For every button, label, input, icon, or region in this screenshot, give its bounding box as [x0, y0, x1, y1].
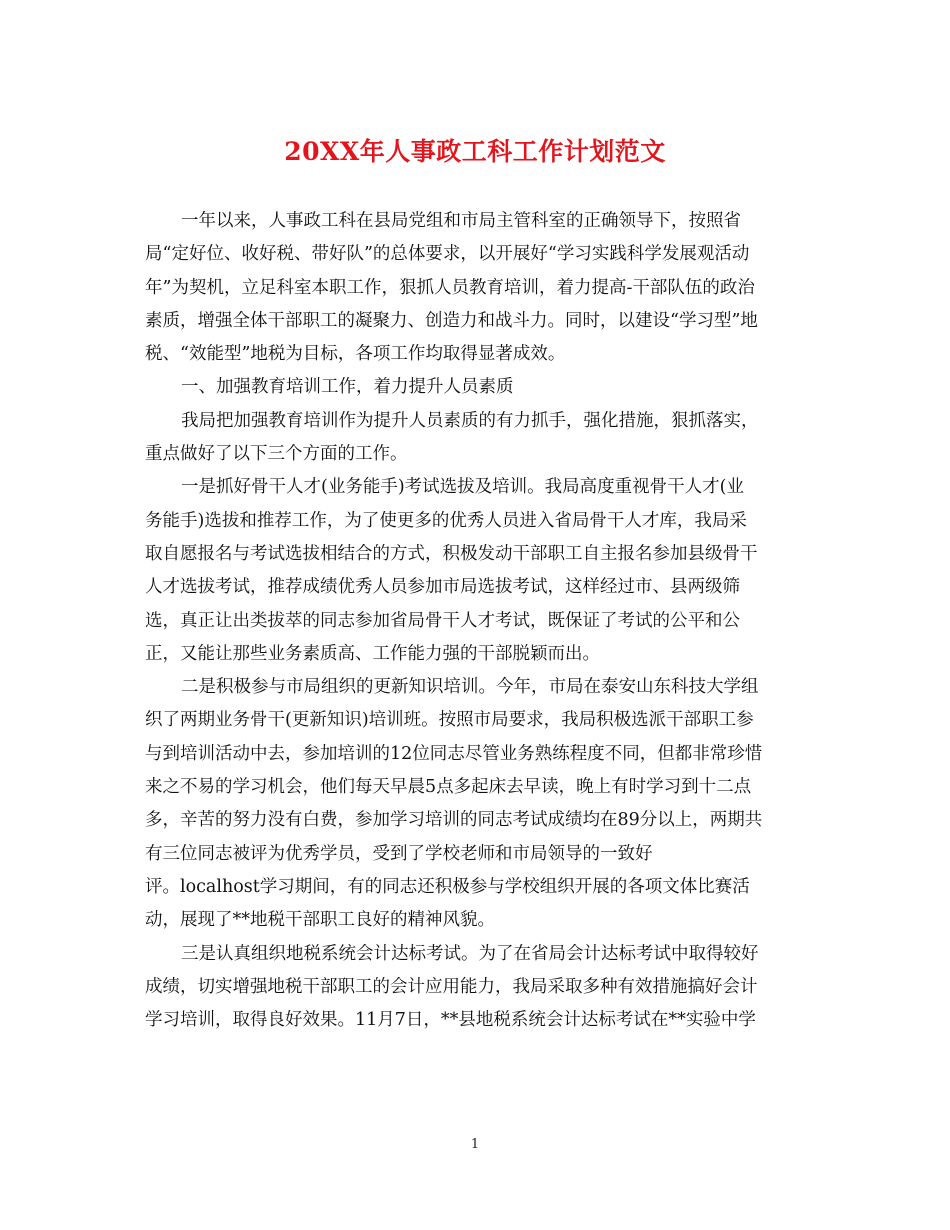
text-line: 素质，增强全体干部职工的凝聚力、创造力和战斗力。同时，以建设“学习型”地 — [145, 310, 758, 331]
text-line: 成绩，切实增强地税干部职工的会计应用能力，我局采取多种有效措施搞好会计 — [145, 976, 758, 997]
text-line: 二是积极参与市局组织的更新知识培训。今年，市局在泰安山东科技大学组 — [181, 677, 759, 698]
text-line: 正，又能让那些业务素质高、工作能力强的干部脱颖而出。 — [145, 643, 600, 664]
text-line: 重点做好了以下三个方面的工作。 — [145, 444, 408, 465]
text-line: 评。localhost学习期间，有的同志还积极参与学校组织开展的各项文体比赛活 — [145, 876, 750, 897]
page-number: 1 — [470, 1137, 480, 1152]
text-line: 选，真正让出类拔萃的同志参加省局骨干人才考试，既保证了考试的公平和公 — [145, 610, 740, 631]
text-line: 学习培训，取得良好效果。11月7日，**县地税系统会计达标考试在**实验中学 — [145, 1010, 756, 1031]
document-title: 20XX年人事政工科工作计划范文 — [284, 137, 666, 166]
text-line: 多，辛苦的努力没有白费，参加学习培训的同志考试成绩均在89分以上，两期共 — [145, 810, 763, 831]
text-line: 务能手)选拔和推荐工作，为了使更多的优秀人员进入省局骨干人才库，我局采 — [145, 510, 747, 531]
text-line: 一是抓好骨干人才(业务能手)考试选拔及培训。我局高度重视骨干人才(业 — [181, 477, 744, 498]
text-line: 年”为契机，立足科室本职工作，狠抓人员教育培训，着力提高-干部队伍的政治 — [145, 277, 755, 298]
text-line: 税、“效能型”地税为目标，各项工作均取得显著成效。 — [145, 344, 566, 365]
text-line: 三是认真组织地税系统会计达标考试。为了在省局会计达标考试中取得较好 — [181, 943, 759, 964]
text-line: 有三位同志被评为优秀学员，受到了学校老师和市局领导的一致好 — [145, 843, 653, 864]
text-line: 与到培训活动中去，参加培训的12位同志尽管业务熟练程度不同，但都非常珍惜 — [145, 743, 763, 764]
text-line: 织了两期业务骨干(更新知识)培训班。按照市局要求，我局积极选派干部职工参 — [145, 710, 754, 731]
text-line: 一、加强教育培训工作，着力提升人员素质 — [181, 377, 514, 398]
text-line: 我局把加强教育培训作为提升人员素质的有力抓手，强化措施，狠抓落实， — [181, 410, 759, 431]
document-body — [145, 205, 807, 1037]
text-line: 来之不易的学习机会，他们每天早晨5点多起床去早读，晚上有时学习到十二点 — [145, 777, 752, 798]
text-line: 人才选拔考试，推荐成绩优秀人员参加市局选拔考试，这样经过市、县两级筛 — [145, 577, 740, 598]
text-line: 一年以来，人事政工科在县局党组和市局主管科室的正确领导下，按照省 — [181, 211, 741, 231]
text-line: 动，展现了**地税干部职工良好的精神风貌。 — [145, 910, 495, 931]
text-line: 取自愿报名与考试选拔相结合的方式，积极发动干部职工自主报名参加县级骨干 — [145, 543, 758, 564]
text-line: 局“定好位、收好税、带好队”的总体要求，以开展好“学习实践科学发展观活动 — [145, 244, 750, 265]
